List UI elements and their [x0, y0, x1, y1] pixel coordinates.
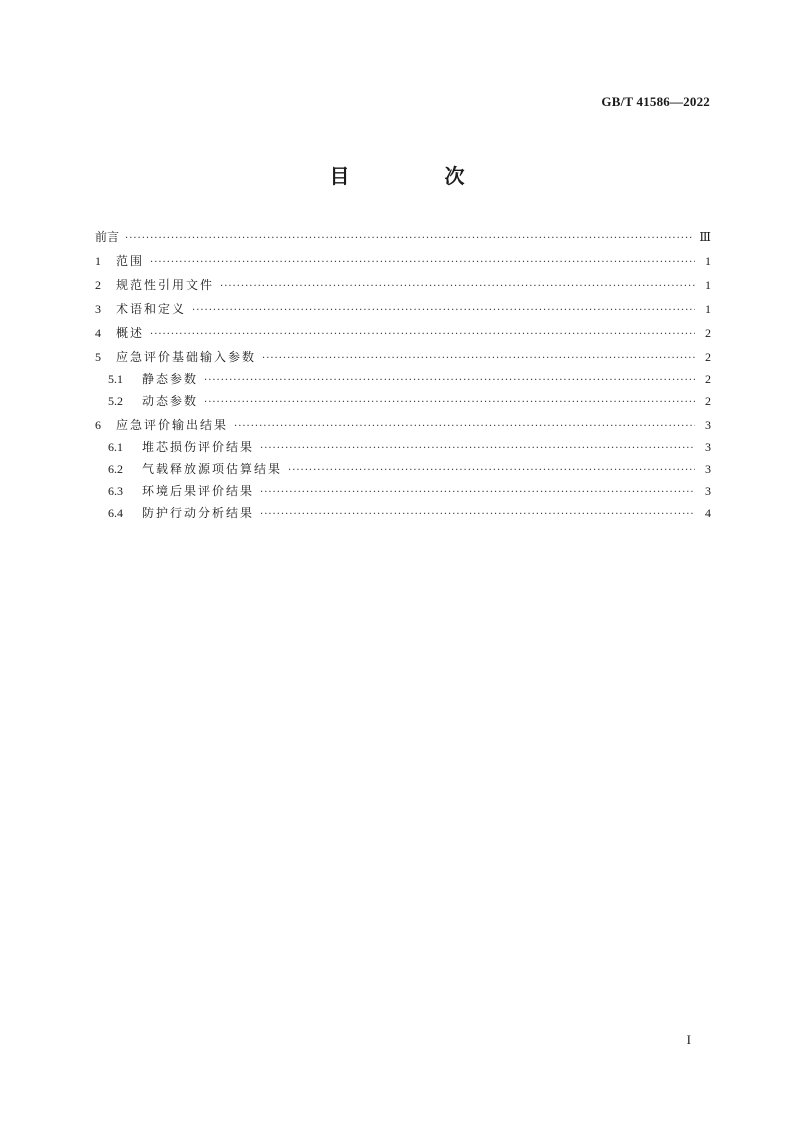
toc-entry-environmental-consequence[interactable]	[95, 480, 711, 502]
table-of-contents	[95, 226, 711, 524]
toc-entry-number: 6	[95, 418, 101, 432]
toc-entry-page: 3	[705, 462, 711, 476]
toc-entry-page: 2	[705, 326, 711, 340]
toc-entry-number: 5.1	[108, 372, 123, 386]
toc-leader-dots	[204, 392, 695, 414]
toc-entry-number: 2	[95, 278, 101, 292]
toc-leader-dots	[262, 348, 695, 370]
standard-code: GB/T 41586—2022	[601, 94, 710, 109]
toc-entry-label: 静态参数	[142, 372, 199, 386]
toc-entry-number: 3	[95, 302, 101, 316]
toc-leader-dots	[220, 276, 695, 298]
page-number: I	[686, 1032, 691, 1047]
page-title: 目 次	[329, 164, 509, 188]
toc-entry-label: 规范性引用文件	[116, 278, 215, 292]
toc-entry-label: 应急评价输出结果	[116, 418, 229, 432]
toc-entry-page: 3	[705, 484, 711, 498]
toc-entry-number: 5.2	[108, 394, 123, 408]
toc-leader-dots	[150, 324, 695, 346]
toc-entry-number: 5	[95, 350, 101, 364]
toc-entry-core-damage[interactable]	[95, 436, 711, 458]
toc-entry-number: 4	[95, 326, 101, 340]
toc-leader-dots	[234, 416, 695, 438]
toc-entry-overview[interactable]	[95, 322, 711, 344]
toc-entry-page: 4	[705, 506, 711, 520]
toc-entry-output-results[interactable]	[95, 414, 711, 436]
toc-leader-dots	[260, 504, 695, 526]
toc-entry-page: 2	[705, 372, 711, 386]
toc-entry-number: 6.1	[108, 440, 123, 454]
toc-entry-terms-definitions[interactable]	[95, 298, 711, 320]
toc-entry-source-term[interactable]	[95, 458, 711, 480]
toc-entry-label: 应急评价基础输入参数	[116, 350, 257, 364]
toc-entry-input-parameters[interactable]	[95, 346, 711, 368]
toc-entry-label: 气载释放源项估算结果	[142, 462, 283, 476]
toc-entry-page: 2	[705, 394, 711, 408]
toc-entry-page: 1	[705, 278, 711, 292]
toc-entry-foreword[interactable]	[95, 226, 711, 248]
toc-entry-scope[interactable]	[95, 250, 711, 272]
toc-leader-dots	[260, 438, 695, 460]
toc-entry-label: 环境后果评价结果	[142, 484, 255, 498]
toc-leader-dots	[288, 460, 695, 482]
toc-entry-page: 3	[705, 418, 711, 432]
toc-entry-normative-references[interactable]	[95, 274, 711, 296]
toc-entry-number: 6.3	[108, 484, 123, 498]
toc-leader-dots	[204, 370, 695, 392]
toc-entry-protective-action[interactable]	[95, 502, 711, 524]
toc-leader-dots	[125, 228, 693, 250]
toc-entry-label: 动态参数	[142, 394, 199, 408]
toc-entry-page: 3	[705, 440, 711, 454]
toc-entry-page: 2	[705, 350, 711, 364]
toc-entry-label: 概述	[116, 326, 145, 340]
toc-leader-dots	[192, 300, 695, 322]
toc-entry-label: 防护行动分析结果	[142, 506, 255, 520]
toc-entry-label: 范围	[116, 254, 145, 268]
toc-entry-label: 前言	[95, 230, 120, 244]
toc-entry-label: 术语和定义	[116, 302, 187, 316]
toc-entry-dynamic-parameters[interactable]	[95, 390, 711, 412]
toc-entry-number: 1	[95, 254, 101, 268]
toc-leader-dots	[260, 482, 695, 504]
toc-entry-page: 1	[705, 302, 711, 316]
toc-entry-page: Ⅲ	[699, 230, 711, 244]
toc-entry-static-parameters[interactable]	[95, 368, 711, 390]
toc-entry-number: 6.2	[108, 462, 123, 476]
toc-entry-number: 6.4	[108, 506, 123, 520]
toc-entry-page: 1	[705, 254, 711, 268]
toc-entry-label: 堆芯损伤评价结果	[142, 440, 255, 454]
toc-leader-dots	[150, 252, 695, 274]
